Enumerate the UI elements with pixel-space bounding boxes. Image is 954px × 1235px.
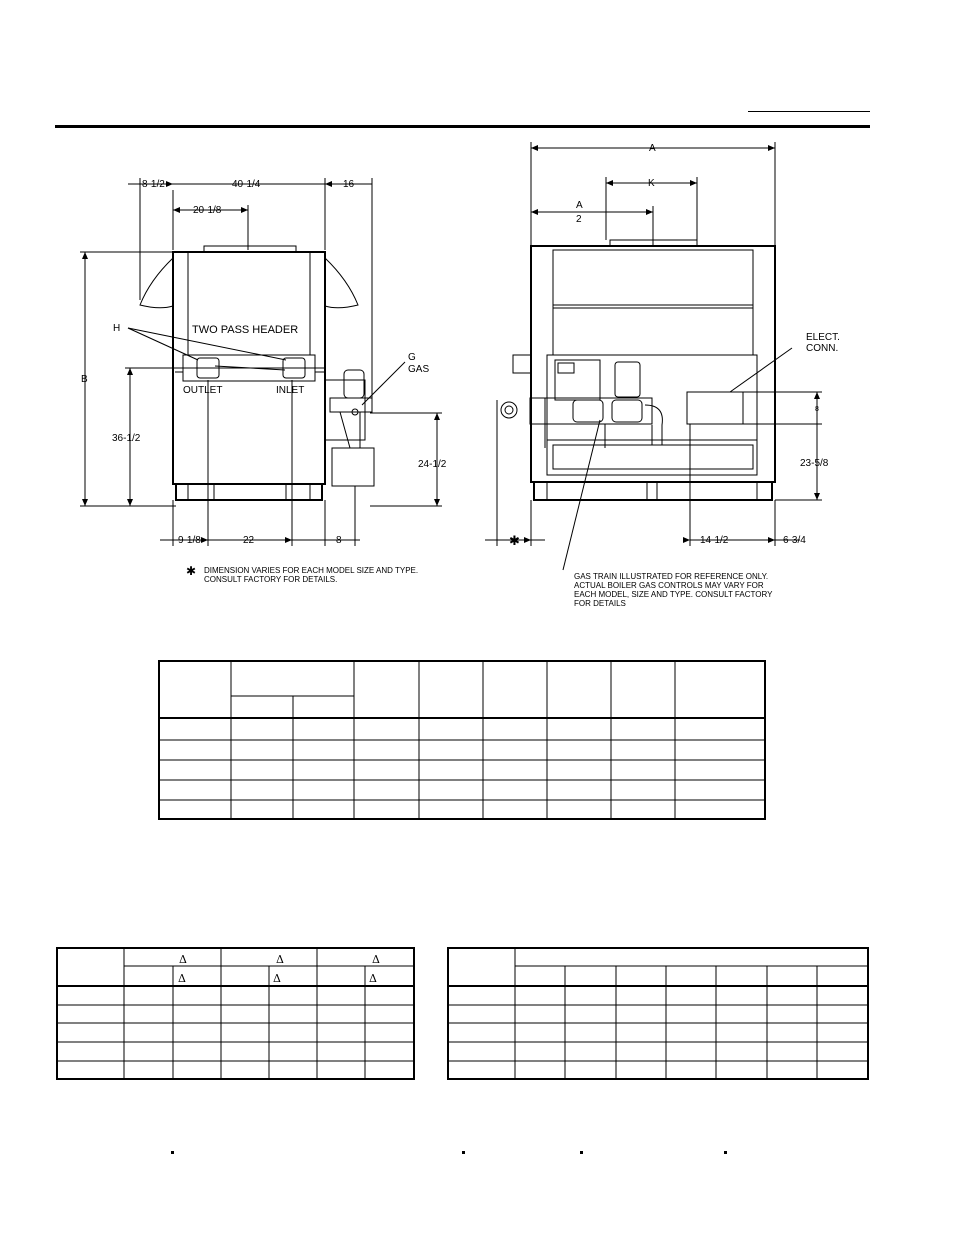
label-h: H <box>113 323 121 334</box>
label-gas: GAS <box>408 364 430 375</box>
dim-36-half: 36-1/2 <box>112 433 141 444</box>
two-pass-header-label: TWO PASS HEADER <box>192 324 299 336</box>
dim-8-half: 8-1/2 <box>142 179 165 190</box>
gas-train-note-1: GAS TRAIN ILLUSTRATED FOR REFERENCE ONLY. <box>574 572 769 581</box>
label-a: A <box>649 143 656 154</box>
dim-8: 8 <box>336 535 342 546</box>
delta-icon-4: Δ <box>178 972 186 985</box>
outlet-label: OUTLET <box>183 385 223 396</box>
asterisk-icon: ✱ <box>186 564 197 578</box>
bullet-dot <box>462 1151 465 1154</box>
dim-24-half: 24-1/2 <box>418 459 447 470</box>
flow-table-right <box>447 947 871 1083</box>
elect-conn-line2: CONN. <box>806 343 839 354</box>
dimension-note-line2: CONSULT FACTORY FOR DETAILS. <box>204 575 338 584</box>
dim-20-eighth: 20-1/8 <box>193 205 222 216</box>
delta-icon-5: Δ <box>273 972 281 985</box>
label-a-half-num: A <box>576 200 583 211</box>
dim-23-five-eighths: 23-5/8 <box>800 458 829 469</box>
delta-icon-3: Δ <box>372 953 380 966</box>
bullet-dot <box>580 1151 583 1154</box>
dimension-note-line1: DIMENSION VARIES FOR EACH MODEL SIZE AND TYPE. <box>204 566 419 575</box>
dim-14-half: 14-1/2 <box>700 535 729 546</box>
delta-icon-1: Δ <box>179 953 187 966</box>
delta-icon-6: Δ <box>369 972 377 985</box>
dim-16: 16 <box>343 179 355 190</box>
flow-table-left <box>56 947 418 1083</box>
dim-9-eighth: 9-1/8 <box>178 535 201 546</box>
dim-6-three-quarters: 6-3/4 <box>783 535 806 546</box>
asterisk-icon-right: ✱ <box>509 533 520 548</box>
bullet-dot <box>724 1151 727 1154</box>
inlet-label: INLET <box>276 385 305 396</box>
dim-22: 22 <box>243 535 255 546</box>
label-g: G <box>408 352 416 363</box>
bullet-dot <box>171 1151 174 1154</box>
label-a-half-den: 2 <box>576 214 582 225</box>
elect-conn-line1: ELECT. <box>806 332 840 343</box>
label-k: K <box>648 178 655 189</box>
label-b: B <box>81 374 88 385</box>
dim-8-right: 8 <box>815 406 819 413</box>
delta-icon-2: Δ <box>276 953 284 966</box>
dim-40-quarter: 40-1/4 <box>232 179 261 190</box>
dimension-table <box>158 660 768 822</box>
gas-train-note-2: ACTUAL BOILER GAS CONTROLS MAY VARY FOR <box>574 581 764 590</box>
gas-train-note-3: EACH MODEL, SIZE AND TYPE. CONSULT FACTORY <box>574 590 773 599</box>
gas-train-note-4: FOR DETAILS <box>574 599 626 608</box>
